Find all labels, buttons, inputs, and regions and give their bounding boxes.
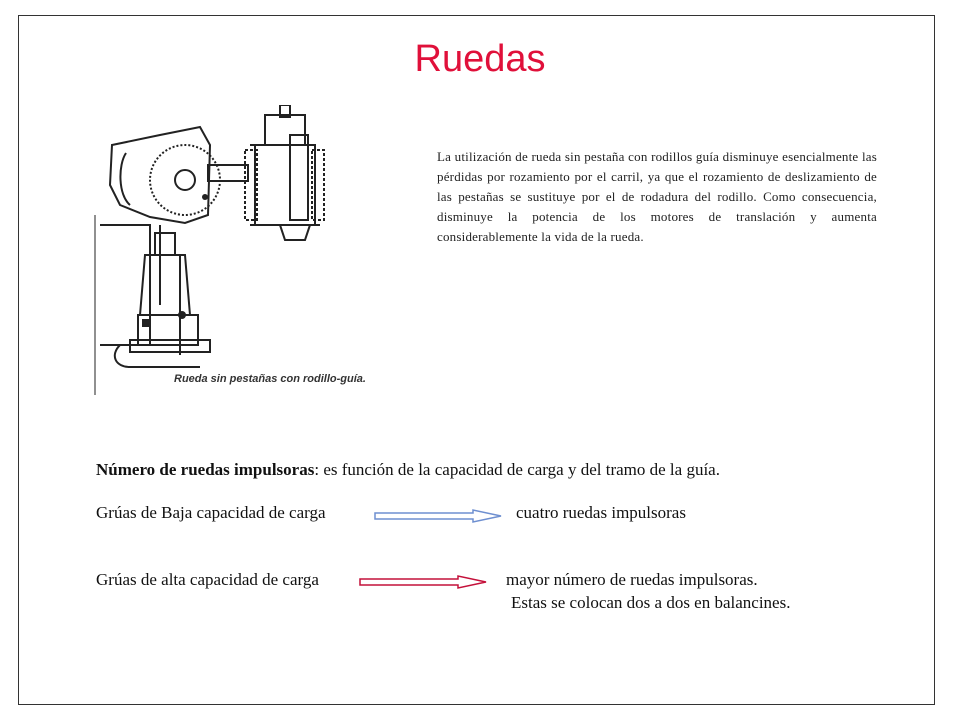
description-paragraph: La utilización de rueda sin pestaña con rodillos guía disminuye esencialmente las pérdidas por rozamiento por el carril, ya que el rozamiento de deslizamiento de las pestañas se sustituye por el de rodadura del rodillo. Como consecuencia, disminuye la potencia de los motores de translación y aumenta considerablemente la vida de la rueda. (437, 149, 877, 244)
driving-wheels-heading (96, 460, 720, 480)
high-capacity-result-note: Estas se colocan dos a dos en balancines. (511, 593, 791, 612)
high-capacity-label: Grúas de alta capacidad de carga (96, 570, 319, 589)
wheel-drawing-icon (90, 105, 390, 400)
low-capacity-label: Grúas de Baja capacidad de carga (96, 503, 326, 522)
driving-wheels-definition: : es función de la capacidad de carga y del tramo de la guía. (314, 460, 720, 479)
slide-title: Ruedas (414, 38, 546, 80)
high-capacity-result: mayor número de ruedas impulsoras. (506, 570, 758, 589)
figure-caption: Rueda sin pestañas con rodillo-guía. (174, 373, 366, 385)
arrow-right-icon (373, 508, 505, 524)
driving-wheels-term: Número de ruedas impulsoras (96, 460, 315, 479)
arrow-right-icon (358, 574, 490, 590)
low-capacity-result: cuatro ruedas impulsoras (516, 503, 686, 522)
